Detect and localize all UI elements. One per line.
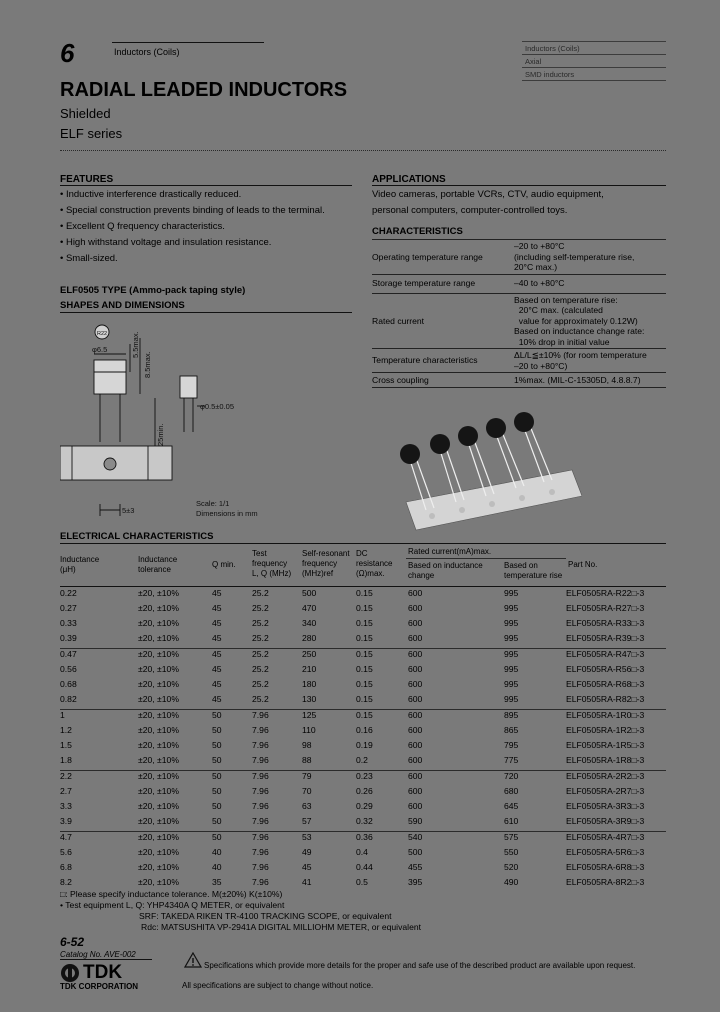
table-cell: 600 (408, 603, 423, 613)
feature-item: • Special construction prevents binding of leads to the terminal. (60, 205, 325, 216)
tdk-logo-mark (60, 963, 80, 983)
table-cell: 50 (212, 771, 252, 787)
table-cell: 40 (212, 847, 222, 857)
table-cell: 540 (408, 832, 504, 848)
table-row (60, 618, 666, 633)
company-name: TDK CORPORATION (60, 982, 139, 991)
char-value: –20 to +80°C (including self-temperature rise, 20°C max.) (514, 240, 666, 275)
dim-lead: φ0.5±0.05 (200, 402, 235, 411)
table-cell: ±20, ±10% (138, 771, 212, 787)
table-cell: 600 (408, 801, 423, 811)
table-cell: 645 (504, 801, 519, 811)
table-cell: 2.2 (60, 771, 138, 787)
table-cell: 79 (302, 771, 356, 787)
table-cell: 25.2 (252, 679, 269, 689)
table-cell: 0.33 (60, 618, 77, 628)
char-row (372, 373, 666, 388)
col-test-freq: Test frequency L, Q (MHz) (252, 549, 292, 578)
table-row (60, 832, 666, 848)
applications-rule (372, 185, 666, 186)
table-cell: 50 (212, 710, 252, 726)
table-cell: 49 (302, 847, 312, 857)
dim-25: 25min. (156, 423, 165, 446)
col-rc-inductance: Based on inductance change (408, 561, 483, 580)
note-rdc: Rdc: MATSUSHITA VP-2941A DIGITAL MILLIOHM METER, or equivalent (141, 922, 422, 932)
table-cell: 600 (408, 725, 423, 735)
col-tolerance: Inductance tolerance (138, 555, 178, 574)
table-cell: ELF0505RA-1R5□-3 (566, 740, 645, 750)
table-cell: ELF0505RA-R33□-3 (566, 618, 645, 628)
side-view-body (180, 376, 197, 398)
table-cell: 7.96 (252, 725, 269, 735)
table-cell: ±20, ±10% (138, 740, 179, 750)
dimension-drawing (60, 314, 360, 526)
table-cell: 3.9 (60, 816, 72, 826)
table-row (60, 649, 666, 665)
feature-item: • Excellent Q frequency characteristics. (60, 221, 225, 232)
table-cell: 490 (504, 877, 519, 887)
characteristics-heading: CHARACTERISTICS (372, 226, 463, 237)
table-cell: ELF0505RA-R22□-3 (566, 588, 645, 598)
table-cell: ±20, ±10% (138, 679, 179, 689)
char-row (372, 349, 666, 373)
table-row (60, 755, 666, 771)
table-cell: 0.27 (60, 603, 77, 613)
table-cell: 280 (302, 633, 317, 643)
table-cell: 600 (408, 649, 504, 665)
table-cell: ELF0505RA-6R8□-3 (566, 862, 645, 872)
table-cell: ±20, ±10% (138, 725, 179, 735)
table-cell: ±20, ±10% (138, 862, 179, 872)
page-number: 6-52 (60, 935, 85, 949)
table-cell: 45 (212, 694, 222, 704)
table-cell: 0.15 (356, 649, 408, 665)
table-cell: 0.4 (356, 847, 368, 857)
table-cell: 6.8 (60, 862, 72, 872)
table-cell: 25.2 (252, 694, 269, 704)
table-cell: 57 (302, 816, 312, 826)
table-cell: ±20, ±10% (138, 588, 179, 598)
characteristics-table (372, 239, 666, 388)
note-tolerance: □: Please specify inductance tolerance. M(±20%) K(±10%) (60, 889, 283, 899)
table-cell: 88 (302, 755, 312, 765)
table-row (60, 588, 666, 603)
table-cell: 45 (212, 633, 222, 643)
table-cell: ELF0505RA-R68□-3 (566, 679, 645, 689)
electrical-table (60, 588, 666, 892)
char-label: Operating temperature range (372, 240, 514, 275)
electrical-header (60, 546, 666, 586)
table-cell: 0.15 (356, 710, 408, 726)
table-cell: 50 (212, 786, 222, 796)
table-cell: 600 (408, 694, 423, 704)
table-cell: 0.2 (356, 755, 368, 765)
table-cell: 7.96 (252, 847, 269, 857)
shapes-rule (60, 312, 352, 313)
table-cell: 2.7 (60, 786, 72, 796)
table-cell: 600 (408, 771, 504, 787)
table-cell: 995 (504, 679, 519, 689)
table-row (60, 679, 666, 694)
table-cell: 995 (504, 603, 519, 613)
table-cell: 0.44 (356, 862, 373, 872)
table-row (60, 633, 666, 649)
table-cell: 50 (212, 801, 222, 811)
index-item: SMD inductors (525, 70, 575, 79)
table-cell: 0.26 (356, 786, 373, 796)
table-cell: 250 (302, 649, 356, 665)
table-cell: 0.32 (356, 816, 373, 826)
table-cell: ±20, ±10% (138, 786, 179, 796)
table-cell: 7.96 (252, 771, 302, 787)
dim-pitch: 5±3 (122, 506, 135, 515)
table-cell: 7.96 (252, 786, 269, 796)
table-cell: 7.96 (252, 755, 269, 765)
table-cell: 0.56 (60, 664, 77, 674)
page-title: RADIAL LEADED INDUCTORS (60, 79, 348, 101)
header-rule (112, 42, 264, 43)
table-cell: 130 (302, 694, 317, 704)
table-cell: 180 (302, 679, 317, 689)
table-cell: 0.15 (356, 603, 373, 613)
electrical-header-rule (60, 586, 666, 587)
table-row (60, 603, 666, 618)
table-cell: 7.96 (252, 877, 269, 887)
col-rc-temp: Based on temperature rise (504, 561, 563, 580)
char-value: Based on temperature rise: 20°C max. (calculated value for approximately 0.12W) Based on inductance change rate: 10% drop in initial value (514, 293, 666, 349)
table-row (60, 786, 666, 801)
table-cell: ±20, ±10% (138, 801, 179, 811)
notice-specifications: Specifications which provide more details for the proper and safe use of the described product are available upon request. (204, 961, 636, 970)
table-row (60, 816, 666, 832)
table-cell: 600 (408, 633, 423, 643)
table-cell: ±20, ±10% (138, 877, 179, 887)
table-cell: 25.2 (252, 633, 269, 643)
table-cell: 995 (504, 618, 519, 628)
feature-item: • Small-sized. (60, 253, 118, 264)
table-cell: 600 (408, 588, 423, 598)
table-cell: ELF0505RA-1R0□-3 (566, 710, 666, 726)
table-cell: 600 (408, 740, 423, 750)
category-label: Inductors (Coils) (114, 47, 180, 57)
table-cell: 0.15 (356, 664, 373, 674)
table-cell: 600 (408, 786, 423, 796)
table-cell: 4.7 (60, 832, 138, 848)
table-cell: 35 (212, 877, 222, 887)
dim-85: 8.5max. (143, 351, 152, 378)
warning-icon (184, 952, 202, 968)
table-cell: ±20, ±10% (138, 603, 179, 613)
table-cell: 25.2 (252, 588, 269, 598)
table-cell: 50 (212, 725, 222, 735)
dim-55: 5.5max. (131, 331, 140, 358)
index-item: Axial (525, 57, 542, 66)
table-cell: ±20, ±10% (138, 633, 179, 643)
table-cell: ±20, ±10% (138, 755, 179, 765)
table-cell: 7.96 (252, 710, 302, 726)
table-cell: ±20, ±10% (138, 618, 179, 628)
table-cell: ELF0505RA-2R2□-3 (566, 771, 666, 787)
table-cell: 7.96 (252, 816, 269, 826)
table-cell: 455 (408, 862, 423, 872)
header-divider (60, 150, 666, 151)
table-cell: 1.8 (60, 755, 72, 765)
table-cell: 600 (408, 755, 423, 765)
note-test-equipment: • Test equipment L, Q: YHP4340A Q METER, or equivalent (60, 900, 285, 910)
table-cell: 50 (212, 816, 222, 826)
table-cell: 0.82 (60, 694, 77, 704)
table-cell: 0.23 (356, 771, 408, 787)
char-row (372, 293, 666, 349)
table-cell: 0.68 (60, 679, 77, 689)
feature-item: • High withstand voltage and insulation resistance. (60, 237, 272, 248)
table-cell: 45 (212, 649, 252, 665)
table-cell: 45 (302, 862, 312, 872)
table-cell: 340 (302, 618, 317, 628)
table-cell: 395 (408, 877, 423, 887)
col-inductance: Inductance (μH) (60, 555, 100, 574)
table-cell: ±20, ±10% (138, 649, 212, 665)
table-cell: 45 (212, 679, 222, 689)
table-row (60, 771, 666, 787)
table-cell: ELF0505RA-R39□-3 (566, 633, 645, 643)
shapes-heading: SHAPES AND DIMENSIONS (60, 300, 185, 311)
feature-item: • Inductive interference drastically reduced. (60, 189, 242, 200)
product-photo (392, 410, 582, 535)
table-cell: 63 (302, 801, 312, 811)
char-value: ΔL/L≦±10% (for room temperature –20 to +80°C) (514, 349, 666, 373)
table-cell: 775 (504, 755, 519, 765)
table-cell: ±20, ±10% (138, 664, 179, 674)
col-srf: Self-resonant frequency (MHz)ref (302, 549, 350, 578)
table-cell: ELF0505RA-1R8□-3 (566, 755, 645, 765)
table-cell: ELF0505RA-5R6□-3 (566, 847, 645, 857)
table-cell: 7.96 (252, 832, 302, 848)
char-value: 1%max. (MIL-C-15305D, 4.8.8.7) (514, 373, 666, 388)
table-cell: 5.6 (60, 847, 72, 857)
table-cell: 0.15 (356, 694, 373, 704)
sprocket-hole (104, 458, 116, 470)
table-cell: 53 (302, 832, 356, 848)
table-cell: 550 (504, 847, 519, 857)
char-row (372, 274, 666, 293)
subtitle: Shielded (60, 106, 111, 121)
table-row (60, 694, 666, 710)
table-cell: ELF0505RA-R47□-3 (566, 649, 666, 665)
table-cell: 995 (504, 649, 566, 665)
table-cell: 680 (504, 786, 519, 796)
table-cell: 25.2 (252, 603, 269, 613)
col-dcr: DC resistance (Ω)max. (356, 549, 393, 578)
footer-rule (60, 959, 152, 960)
table-row (60, 664, 666, 679)
units-text: Dimensions in mm (196, 509, 258, 518)
table-cell: 0.15 (356, 679, 373, 689)
table-cell: 500 (408, 847, 423, 857)
table-cell: 125 (302, 710, 356, 726)
series-name: ELF series (60, 126, 123, 141)
table-cell: 0.15 (356, 588, 373, 598)
char-label: Cross coupling (372, 373, 514, 388)
table-cell: 865 (504, 725, 519, 735)
table-cell: 500 (302, 588, 317, 598)
table-cell: 25.2 (252, 649, 302, 665)
electrical-rule (60, 543, 666, 544)
tdk-brand: TDK (83, 962, 123, 983)
table-cell: 995 (504, 694, 519, 704)
table-cell: 600 (408, 679, 423, 689)
col-q: Q min. (212, 560, 236, 569)
table-cell: 1.5 (60, 740, 72, 750)
table-cell: ELF0505RA-R82□-3 (566, 694, 645, 704)
table-cell: 600 (408, 664, 423, 674)
table-cell: 7.96 (252, 801, 269, 811)
table-row (60, 847, 666, 862)
table-cell: 0.5 (356, 877, 368, 887)
char-label: Storage temperature range (372, 274, 514, 293)
table-cell: 0.22 (60, 588, 77, 598)
table-cell: 25.2 (252, 664, 269, 674)
table-cell: 895 (504, 710, 566, 726)
table-cell: 995 (504, 633, 519, 643)
table-cell: ±20, ±10% (138, 816, 179, 826)
table-cell: 8.2 (60, 877, 72, 887)
table-cell: 70 (302, 786, 312, 796)
col-part: Part No. (568, 560, 598, 569)
table-cell: 600 (408, 618, 423, 628)
catalog-number: Catalog No. AVE-002 (60, 950, 136, 959)
table-row (60, 710, 666, 726)
table-cell: ELF0505RA-R27□-3 (566, 603, 645, 613)
table-cell: 1.2 (60, 725, 72, 735)
table-row (60, 862, 666, 877)
table-cell: 0.29 (356, 801, 373, 811)
table-cell: 50 (212, 832, 252, 848)
table-cell: 590 (408, 816, 423, 826)
table-cell: 110 (302, 725, 316, 735)
table-cell: 0.15 (356, 633, 373, 643)
table-cell: 610 (504, 816, 519, 826)
features-rule (60, 185, 352, 186)
table-cell: 45 (212, 603, 222, 613)
table-cell: 995 (504, 664, 519, 674)
table-cell: 41 (302, 877, 312, 887)
table-cell: 0.39 (60, 633, 77, 643)
table-cell: 470 (302, 603, 317, 613)
table-cell: 98 (302, 740, 312, 750)
marking-text: R22 (97, 331, 108, 337)
table-cell: 995 (504, 588, 519, 598)
table-cell: ELF0505RA-2R7□-3 (566, 786, 645, 796)
table-cell: 575 (504, 832, 566, 848)
table-cell: 720 (504, 771, 566, 787)
char-value: –40 to +80°C (514, 274, 666, 293)
table-cell: 600 (408, 710, 504, 726)
table-cell: ±20, ±10% (138, 710, 212, 726)
type-heading: ELF0505 TYPE (Ammo-pack taping style) (60, 285, 246, 296)
table-cell: 7.96 (252, 740, 269, 750)
table-cell: ELF0505RA-8R2□-3 (566, 877, 645, 887)
table-cell: 1 (60, 710, 138, 726)
inductor-body (94, 360, 126, 394)
table-cell: 0.19 (356, 740, 373, 750)
table-cell: ±20, ±10% (138, 847, 179, 857)
table-cell: 50 (212, 740, 222, 750)
table-row (60, 801, 666, 816)
table-cell: ELF0505RA-4R7□-3 (566, 832, 666, 848)
table-cell: ±20, ±10% (138, 832, 212, 848)
scale-text: Scale: 1/1 (196, 499, 230, 508)
char-label: Temperature characteristics (372, 349, 514, 373)
table-cell: 40 (212, 862, 222, 872)
table-cell: 50 (212, 755, 222, 765)
table-cell: ELF0505RA-1R2□-3 (566, 725, 645, 735)
table-cell: ELF0505RA-3R9□-3 (566, 816, 645, 826)
electrical-heading: ELECTRICAL CHARACTERISTICS (60, 531, 214, 542)
table-cell: 520 (504, 862, 519, 872)
dim-diameter: φ6.5 (92, 345, 108, 354)
note-srf: SRF: TAKEDA RIKEN TR-4100 TRACKING SCOPE, or equivalent (139, 911, 392, 921)
applications-line: personal computers, computer-controlled toys. (372, 205, 568, 216)
table-cell: 3.3 (60, 801, 72, 811)
applications-heading: APPLICATIONS (372, 174, 446, 185)
table-cell: 0.36 (356, 832, 408, 848)
table-cell: 45 (212, 664, 222, 674)
table-cell: 45 (212, 618, 222, 628)
char-label: Rated current (372, 293, 514, 349)
features-heading: FEATURES (60, 174, 114, 185)
col-rated-current: Rated current(mA)max. (408, 547, 492, 556)
table-cell: ELF0505RA-3R3□-3 (566, 801, 645, 811)
table-row (60, 740, 666, 755)
table-cell: ELF0505RA-R56□-3 (566, 664, 645, 674)
table-cell: 45 (212, 588, 222, 598)
section-number: 6 (60, 38, 75, 68)
table-cell: 0.15 (356, 618, 373, 628)
table-cell: 795 (504, 740, 519, 750)
index-item: Inductors (Coils) (525, 44, 580, 53)
table-row (60, 725, 666, 740)
applications-line: Video cameras, portable VCRs, CTV, audio equipment, (372, 189, 604, 200)
table-cell: 7.96 (252, 862, 269, 872)
table-cell: 0.47 (60, 649, 138, 665)
table-cell: ±20, ±10% (138, 694, 179, 704)
table-cell: 0.16 (356, 725, 373, 735)
table-cell: 25.2 (252, 618, 269, 628)
char-row (372, 240, 666, 275)
table-cell: 210 (302, 664, 317, 674)
notice-change: All specifications are subject to change without notice. (182, 981, 374, 990)
